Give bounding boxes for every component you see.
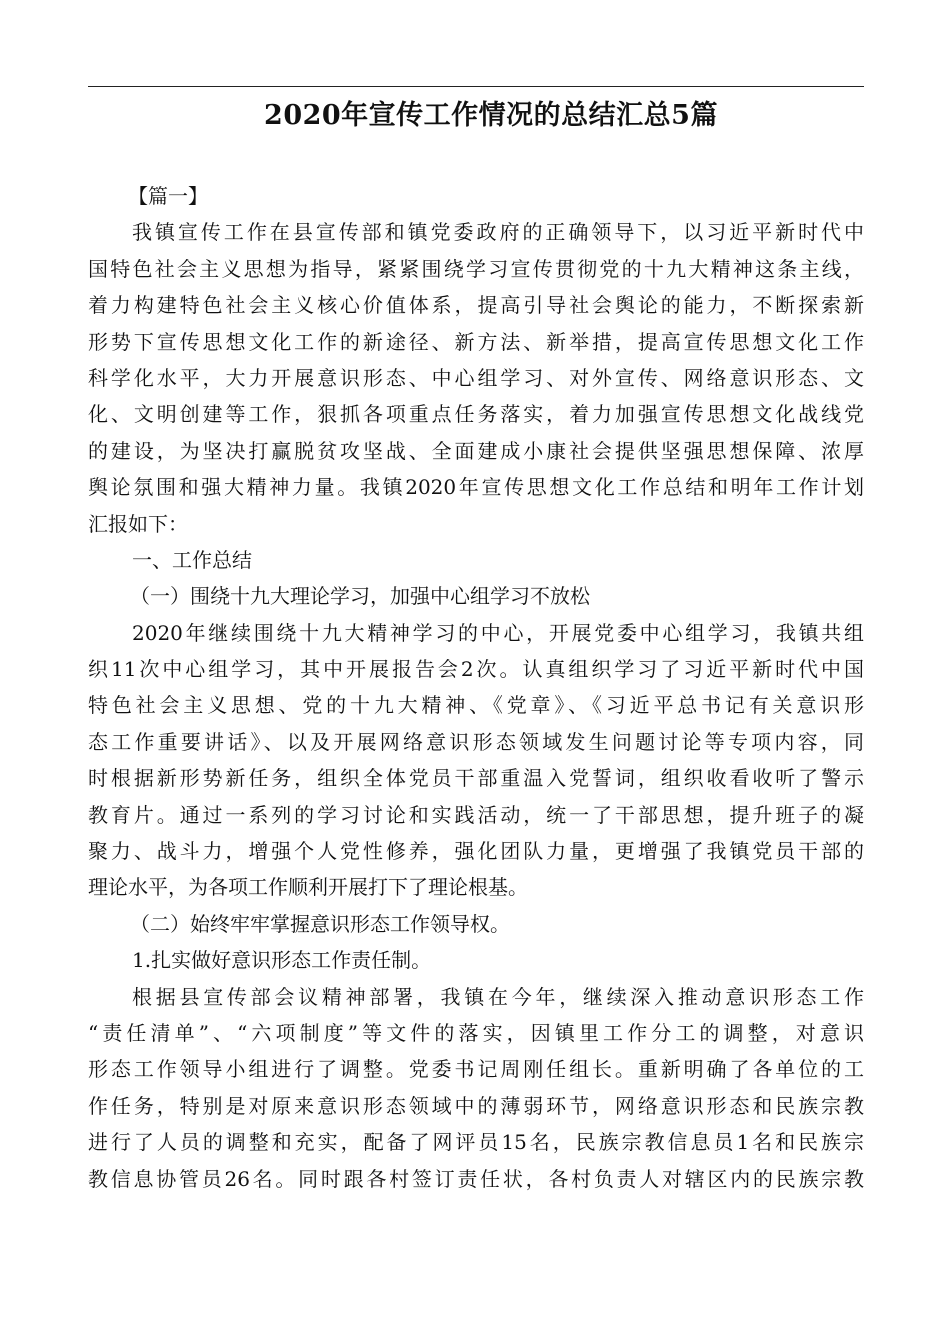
text-line: 理论水平，为各项工作顺利开展打下了理论根基。 bbox=[88, 875, 528, 900]
text-line: 聚力、战斗力，增强个人党性修养，强化团队力量，更增强了我镇党员干部的 bbox=[88, 839, 864, 864]
text-line: 舆论氛围和强大精神力量。我镇2020年宣传思想文化工作总结和明年工作计划 bbox=[88, 475, 864, 500]
header-rule bbox=[88, 86, 864, 87]
text-line: 1.扎实做好意识形态工作责任制。 bbox=[132, 948, 432, 973]
text-line: 一、工作总结 bbox=[132, 547, 252, 572]
text-line: 时根据新形势新任务，组织全体党员干部重温入党誓词，组织收看收听了警示 bbox=[88, 766, 864, 791]
text-line: 着力构建特色社会主义核心价值体系，提高引导社会舆论的能力，不断探索新 bbox=[88, 293, 864, 318]
text-line: 织11次中心组学习，其中开展报告会2次。认真组织学习了习近平新时代中国 bbox=[88, 657, 864, 682]
text-line: 科学化水平，大力开展意识形态、中心组学习、对外宣传、网络意识形态、文 bbox=[88, 365, 864, 390]
text-line: 我镇宣传工作在县宣传部和镇党委政府的正确领导下，以习近平新时代中 bbox=[132, 220, 864, 245]
text-line: 教信息协管员26名。同时跟各村签订责任状，各村负责人对辖区内的民族宗教 bbox=[88, 1166, 864, 1191]
text-line: 根据县宣传部会议精神部署，我镇在今年，继续深入推动意识形态工作 bbox=[132, 984, 864, 1009]
text-line: 教育片。通过一系列的学习讨论和实践活动，统一了干部思想，提升班子的凝 bbox=[88, 802, 864, 827]
text-line: 形势下宣传思想文化工作的新途径、新方法、新举措，提高宣传思想文化工作 bbox=[88, 329, 864, 354]
text-line: 作任务，特别是对原来意识形态领域中的薄弱环节，网络意识形态和民族宗教 bbox=[88, 1093, 864, 1118]
text-line: 【篇一】 bbox=[128, 184, 208, 208]
document-body bbox=[88, 178, 864, 1197]
text-line: 2020年继续围绕十九大精神学习的中心，开展党委中心组学习，我镇共组 bbox=[132, 620, 864, 645]
document-title: 2020年宣传工作情况的总结汇总5篇 bbox=[264, 100, 718, 131]
text-line: 进行了人员的调整和充实，配备了网评员15名，民族宗教信息员1名和民族宗 bbox=[88, 1130, 864, 1155]
text-line: 国特色社会主义思想为指导，紧紧围绕学习宣传贯彻党的十九大精神这条主线， bbox=[88, 256, 864, 281]
text-line: 形态工作领导小组进行了调整。党委书记周刚任组长。重新明确了各单位的工 bbox=[88, 1057, 864, 1082]
text-line: 化、文明创建等工作，狠抓各项重点任务落实，着力加强宣传思想文化战线党 bbox=[88, 402, 864, 427]
text-line: 汇报如下： bbox=[88, 511, 188, 536]
text-line: （二）始终牢牢掌握意识形态工作领导权。 bbox=[130, 911, 510, 936]
text-line: 的建设，为坚决打赢脱贫攻坚战、全面建成小康社会提供坚强思想保障、浓厚 bbox=[88, 438, 864, 463]
text-line: “责任清单”、“六项制度”等文件的落实，因镇里工作分工的调整，对意识 bbox=[88, 1020, 864, 1045]
text-line: 特色社会主义思想、党的十九大精神、《党章》、《习近平总书记有关意识形 bbox=[88, 693, 864, 718]
text-line: 态工作重要讲话》、以及开展网络意识形态领域发生问题讨论等专项内容，同 bbox=[88, 729, 864, 754]
text-line: （一）围绕十九大理论学习，加强中心组学习不放松 bbox=[130, 584, 590, 609]
